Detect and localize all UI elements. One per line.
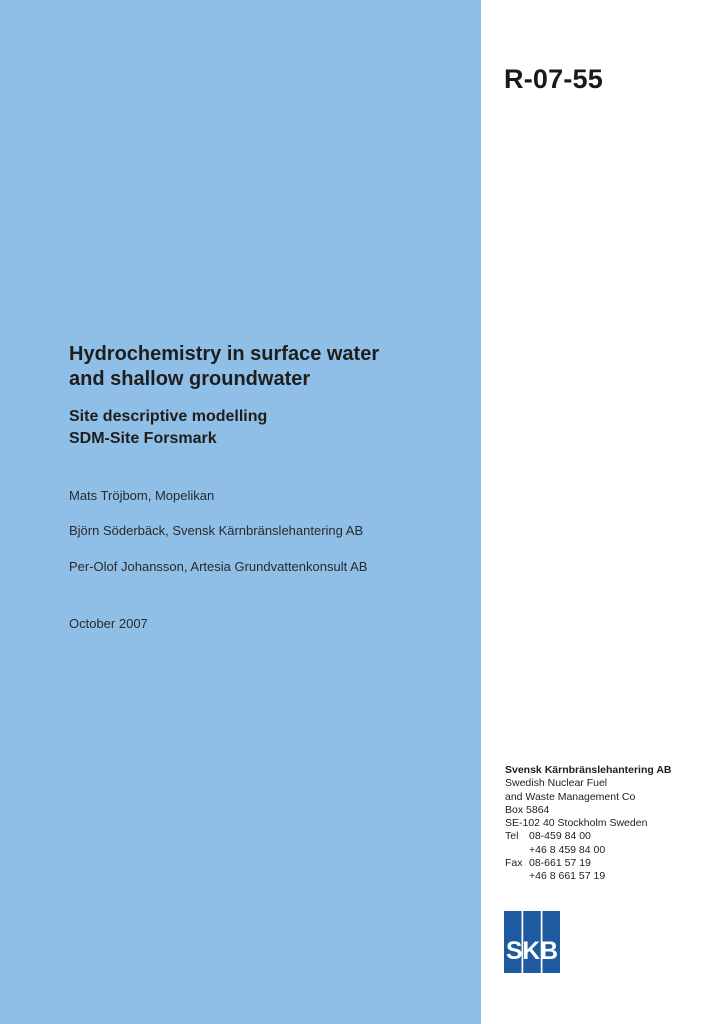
fax-label: Fax: [505, 857, 523, 870]
publisher-english-line-2: and Waste Management Co: [505, 790, 636, 803]
publisher-fax-row: [505, 857, 715, 870]
publisher-tel-row: [505, 830, 715, 843]
skb-logo-icon: [504, 911, 560, 973]
report-subtitle-line-1: Site descriptive modelling: [69, 408, 268, 425]
report-title-line-1: Hydrochemistry in surface water: [69, 343, 380, 365]
report-title: [69, 342, 469, 392]
report-title-line-2: and shallow groundwater: [69, 368, 311, 390]
tel-label: Tel: [505, 830, 519, 843]
fax-number-1: 08-661 57 19: [529, 857, 591, 870]
publisher-box: Box 5864: [505, 803, 550, 816]
publisher-address: SE-102 40 Stockholm Sweden: [505, 817, 648, 830]
publisher-name: Svensk Kärnbränslehantering AB: [505, 764, 672, 776]
svg-text:SKB: SKB: [506, 937, 558, 965]
author-3: Per-Olof Johansson, Artesia Grundvattenkonsult AB: [69, 559, 368, 574]
publisher-tel-row-2: [505, 844, 715, 857]
publisher-fax-row-2: [505, 870, 715, 883]
tel-number-2: +46 8 459 84 00: [529, 843, 606, 856]
report-subtitle: [69, 406, 267, 450]
report-subtitle-line-2: SDM-Site Forsmark: [69, 430, 217, 447]
author-1: Mats Tröjbom, Mopelikan: [69, 488, 215, 503]
report-number: R-07-55: [504, 64, 603, 94]
fax-number-2: +46 8 661 57 19: [529, 870, 606, 883]
tel-number-1: 08-459 84 00: [529, 830, 591, 843]
author-2: Björn Söderbäck, Svensk Kärnbränslehantering AB: [69, 523, 364, 538]
publication-date: October 2007: [69, 616, 148, 631]
publisher-english-line-1: Swedish Nuclear Fuel: [505, 777, 608, 790]
publisher-block: [505, 764, 715, 884]
